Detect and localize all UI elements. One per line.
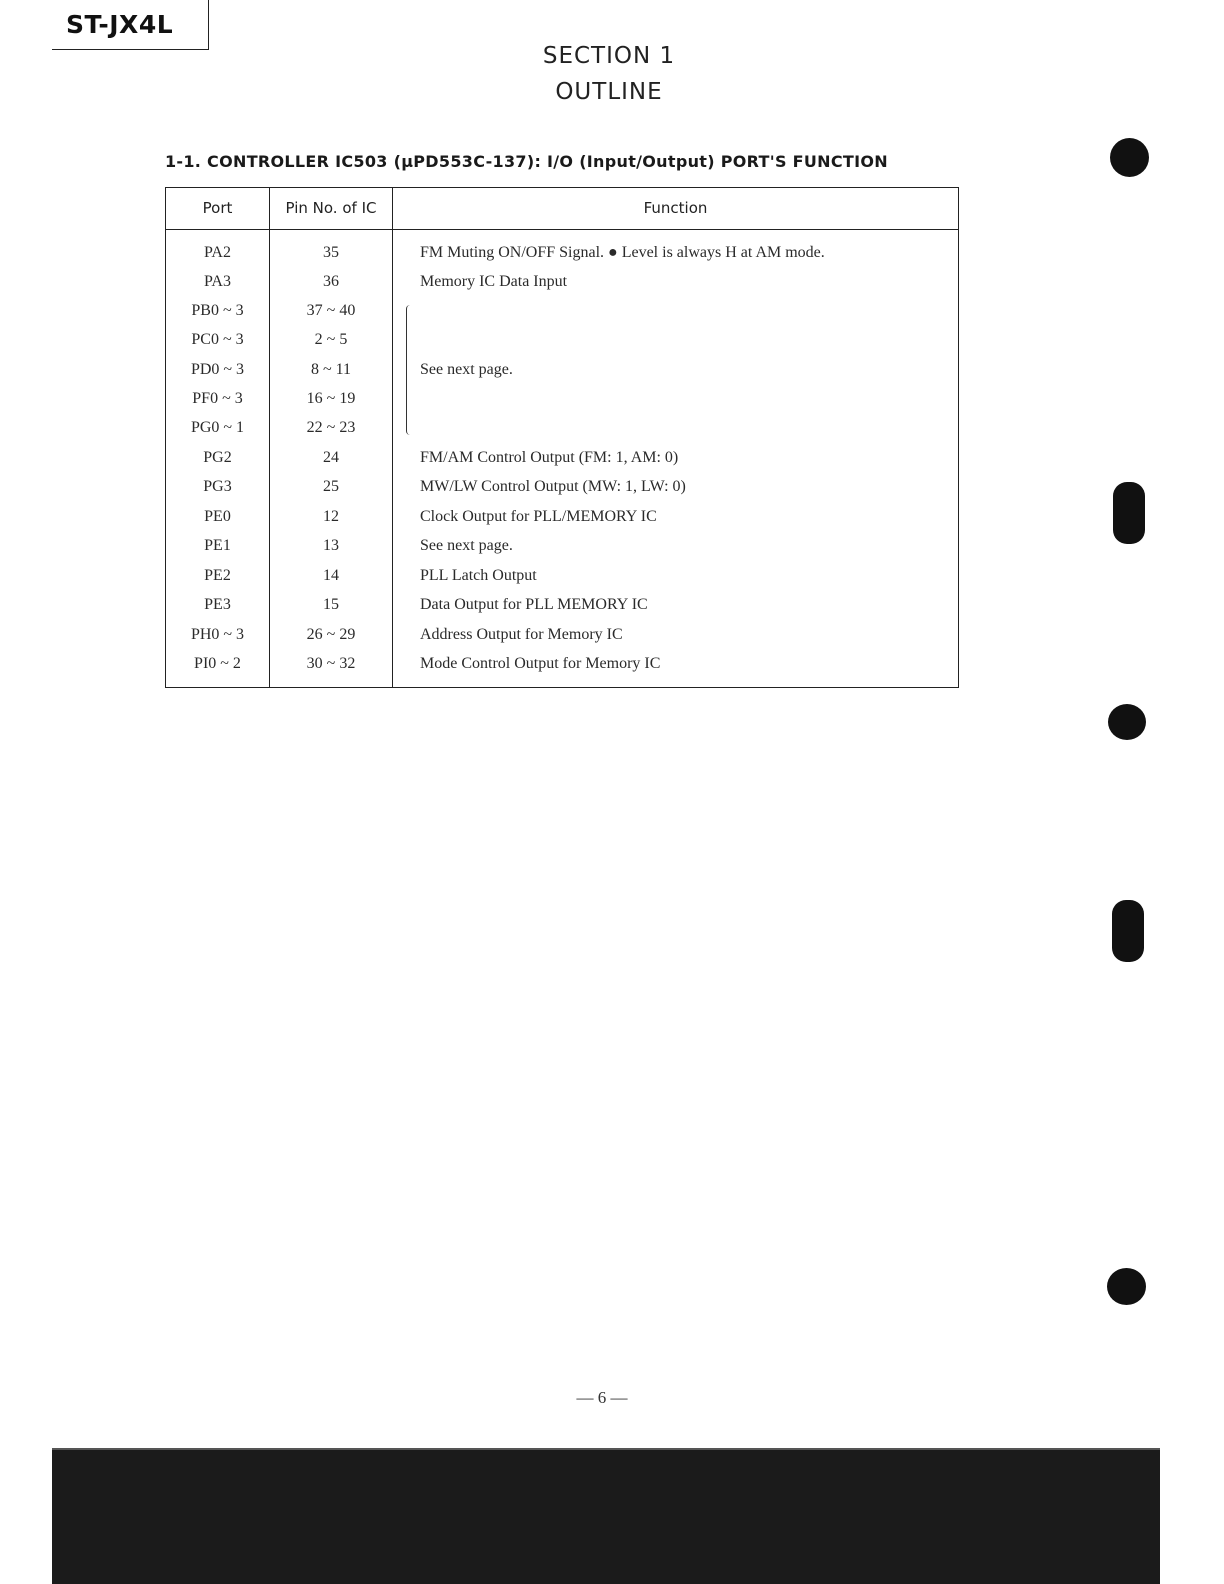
scan-edge-band [52, 1448, 1160, 1584]
section-number: SECTION 1 [542, 43, 676, 69]
header-divider [166, 229, 958, 230]
section-title: OUTLINE [555, 79, 663, 105]
table-row [166, 502, 958, 531]
port-cell: PF0 ~ 3 [192, 390, 243, 407]
table-row [166, 561, 958, 590]
pin-cell: 22 ~ 23 [306, 419, 356, 436]
page-number: — 6 — [576, 1388, 628, 1407]
pin-cell: 25 [323, 478, 339, 495]
binder-hole [1113, 482, 1145, 544]
section-heading [409, 38, 809, 110]
table-row [166, 531, 958, 560]
port-cell: PG0 ~ 1 [190, 419, 245, 436]
table-row [166, 413, 958, 442]
table-row [166, 590, 958, 619]
binder-hole [1112, 900, 1144, 962]
port-cell: PA3 [204, 273, 231, 290]
model-label: ST-JX4L [66, 10, 174, 39]
table-row [166, 355, 958, 384]
function-cell: Address Output for Memory IC [420, 626, 623, 643]
function-cell: Mode Control Output for Memory IC [420, 655, 661, 672]
binder-hole [1107, 1268, 1146, 1305]
pin-cell: 14 [323, 567, 339, 584]
table-subtitle: 1-1. CONTROLLER IC503 (µPD553C-137): I/O (Input/Output) PORT'S FUNCTION [165, 152, 888, 171]
port-cell: PI0 ~ 2 [194, 655, 241, 672]
port-cell: PE2 [204, 567, 231, 584]
table-row [166, 472, 958, 501]
grouped-note: See next page. [420, 361, 513, 378]
table-row [166, 267, 958, 296]
port-cell: PE1 [204, 537, 231, 554]
port-cell: PG2 [203, 449, 232, 466]
port-cell: PC0 ~ 3 [191, 331, 244, 348]
function-cell: PLL Latch Output [420, 567, 537, 584]
port-function-table [165, 187, 959, 688]
pin-cell: 2 ~ 5 [314, 331, 348, 348]
pin-cell: 26 ~ 29 [306, 626, 356, 643]
binder-hole [1110, 138, 1149, 177]
binder-hole [1108, 704, 1146, 740]
function-cell: FM Muting ON/OFF Signal. ● Level is always H at AM mode. [420, 244, 825, 261]
column-header-port: Port [202, 199, 233, 217]
table-row [166, 649, 958, 678]
function-cell: Clock Output for PLL/MEMORY IC [420, 508, 657, 525]
pin-cell: 37 ~ 40 [306, 302, 356, 319]
function-cell: Memory IC Data Input [420, 273, 568, 290]
column-header-function: Function [643, 199, 708, 217]
port-cell: PA2 [204, 244, 231, 261]
pin-cell: 16 ~ 19 [306, 390, 356, 407]
pin-cell: 35 [323, 244, 339, 261]
table-row [166, 620, 958, 649]
function-cell: FM/AM Control Output (FM: 1, AM: 0) [420, 449, 679, 466]
pin-cell: 15 [323, 596, 339, 613]
port-cell: PE0 [204, 508, 231, 525]
table-row [166, 443, 958, 472]
port-cell: PG3 [203, 478, 232, 495]
column-header-pin: Pin No. of IC [285, 199, 377, 217]
table-row [166, 296, 958, 325]
pin-cell: 24 [323, 449, 339, 466]
port-cell: PD0 ~ 3 [190, 361, 245, 378]
table-row [166, 384, 958, 413]
function-cell: MW/LW Control Output (MW: 1, LW: 0) [420, 478, 686, 495]
port-cell: PH0 ~ 3 [190, 626, 245, 643]
port-cell: PE3 [204, 596, 231, 613]
table-row [166, 325, 958, 354]
function-cell: See next page. [420, 537, 513, 554]
pin-cell: 36 [323, 273, 339, 290]
pin-cell: 12 [323, 508, 339, 525]
pin-cell: 8 ~ 11 [310, 361, 352, 378]
function-cell: Data Output for PLL MEMORY IC [420, 596, 648, 613]
group-brace [406, 305, 415, 435]
pin-cell: 13 [323, 537, 339, 554]
pin-cell: 30 ~ 32 [306, 655, 356, 672]
table-row [166, 238, 958, 267]
port-cell: PB0 ~ 3 [191, 302, 244, 319]
